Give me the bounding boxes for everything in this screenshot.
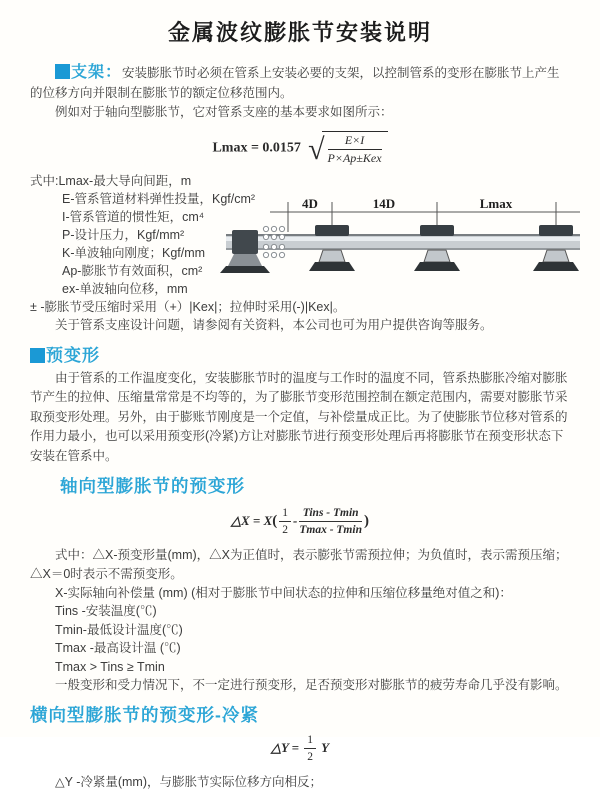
axial-note: Tmax -最高设计温 (℃)	[55, 641, 181, 656]
lateral-heading: 横向型膨胀节的预变形-冷紧	[30, 704, 259, 725]
axial-note: Tmin-最低设计温度(℃)	[55, 622, 183, 637]
page-title: 金属波纹膨胀节安装说明	[167, 20, 432, 45]
lateral-section	[30, 703, 570, 791]
param-line: ex-单波轴向位移，mm	[62, 281, 188, 296]
param-line: Ap-膨胀节有效面积，cm²	[62, 263, 203, 278]
param-line: E-管系管道材料弹性投量，Kgf/cm²	[62, 191, 256, 206]
consult-note: 关于管系支座设计问题，请参阅有关资料，本公司也可为用户提供咨询等服务。	[55, 317, 493, 332]
predeform-heading	[30, 344, 570, 367]
lateral-formula-rhs: Y	[321, 739, 330, 755]
sqrt-radical-icon	[308, 131, 387, 166]
lateral-note: △Y -冷紧量(mm)，与膨胀节实际位移方向相反；	[55, 774, 323, 789]
lateral-formula	[30, 733, 570, 765]
axial-formula	[30, 506, 570, 538]
section-square-icon	[30, 348, 45, 363]
support-intro-paragraph	[30, 63, 570, 103]
formula-lhs: Lmax = 0.0157	[212, 139, 301, 155]
axial-note: Tins -安装温度(℃)	[55, 604, 157, 619]
dim-label-lmax: Lmax	[479, 195, 513, 211]
plusminus-note: ± -膨胀节受压缩时采用（+）|Kex|；拉伸时采用(-)|Kex|。	[30, 299, 346, 314]
support-section	[30, 63, 570, 334]
axial-formula-lhs: △X = X	[231, 512, 273, 528]
formula-denominator: P×Ap±Kex	[327, 150, 382, 165]
predeform-section	[30, 344, 570, 467]
axial-where: 式中：△X-预变形量(mm)，△X为正值时，表示膨张节需预拉伸；为负值时，表示需预压缩；△X＝0时表示不需预变形。	[30, 547, 568, 581]
axial-formula-close: )	[363, 512, 369, 529]
support-example: 例如对于轴向型膨胀节，它对管系支座的基本要求如图所示：	[55, 105, 393, 119]
support-label: 支架：	[71, 64, 123, 81]
lmax-formula	[30, 131, 570, 166]
axial-section	[30, 474, 570, 695]
support-intro: 安装膨胀节时必须在管系上安装必要的支架，以控制管系的变形在膨胀节上产生的位移方向并限制在膨胀节的额定位移范围内。	[30, 66, 560, 100]
parameter-area	[30, 172, 570, 298]
section-square-icon	[55, 64, 70, 79]
axial-note: 一般变形和受力情况下，不一定进行预变形，足否预变形对膨胀节的疲劳寿命几乎没有影响。	[55, 678, 568, 693]
axial-note: X-实际轴向补偿量 (mm) (相对于膨胀节中间状态的拉伸和压缩位移量绝对值之和)：	[55, 585, 512, 600]
temperature-fraction: $\frac{\text{Tins - Tmin}}{Tmax - Tmin}$	[299, 507, 362, 537]
param-line: 式中:Lmax-最大导向间距，m	[30, 173, 192, 188]
predeform-body: 由于管系的工作温度变化，安装膨胀节时的温度与工作时的温度不同，管系热膨胀冷缩对膨胀节产生的拉伸、压缩量常常是不均等的，为了膨胀节变形范围控制在额定范围内，需要对膨胀节采取预变形处理。另外，由于膨账节刚度是一个定值，与补偿量成正比。为了使膨胀节位移对管系的作用力最小，也可以采用预变形(冷紧)方让对膨胀节进行预变形处理后再将膨胀节在预变形状态下安装在管系中。	[30, 370, 568, 463]
param-line: P-设计压力，Kgf/mm²	[62, 227, 185, 242]
dim-label-14d: 14D	[372, 195, 396, 211]
half-fraction: $\frac{1}{2}$	[279, 506, 291, 538]
axial-formula-open: (	[272, 512, 278, 529]
pipe-support-diagram	[224, 196, 582, 278]
radical-glyph: √	[308, 133, 325, 167]
axial-heading: 轴向型膨胀节的预变形	[60, 476, 245, 496]
axial-formula-minus: -	[293, 512, 298, 528]
axial-note: Tmax > Tins ≥ Tmin	[55, 659, 165, 674]
half-fraction: $\frac{1}{2}$	[304, 733, 316, 765]
predeform-label: 预变形	[46, 345, 100, 365]
param-line: I-管系管道的惯性矩，cm⁴	[62, 209, 205, 224]
formula-numerator: E×I	[328, 133, 382, 150]
lateral-formula-lhs: △Y =	[270, 739, 300, 755]
param-line: K-单波轴向刚度；Kgf/mm	[62, 245, 206, 260]
dim-label-4d: 4D	[302, 195, 318, 211]
